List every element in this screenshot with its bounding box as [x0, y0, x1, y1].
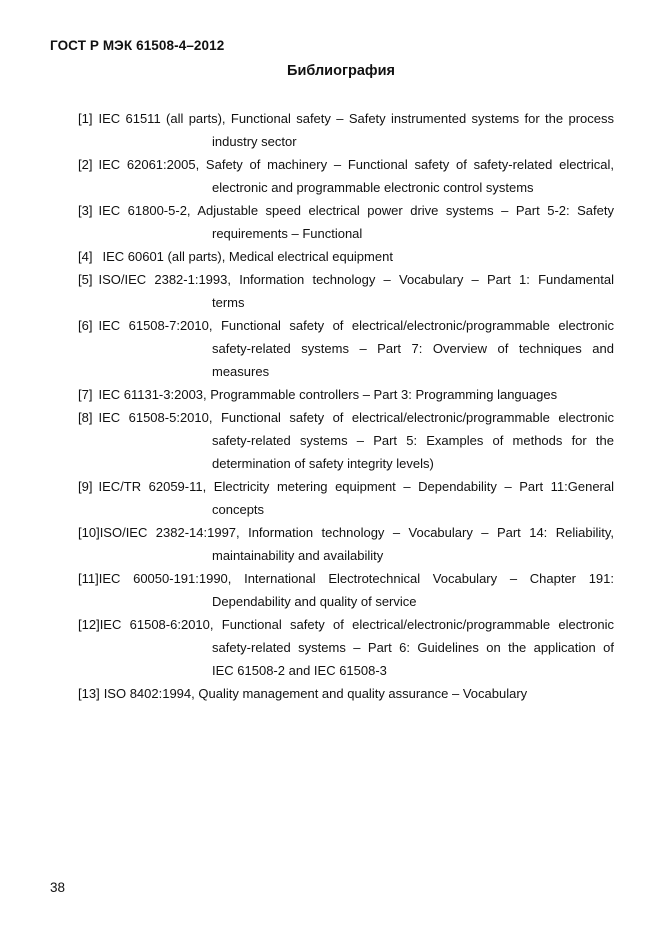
entry-continuation: safety-related systems – Part 7: Overview of techniques and — [212, 341, 614, 356]
entry-text: IEC 60050-191:1990, International Electrotechnical Vocabulary – Chapter 191: — [98, 571, 614, 586]
entry-text: IEC 61508-7:2010, Functional safety of electrical/electronic/programmable electronic — [98, 318, 614, 333]
entry-text: IEC 61800-5-2, Adjustable speed electrical power drive systems – Part 5-2: Safety — [98, 203, 614, 218]
entry-number: [8] — [78, 410, 93, 425]
entry-continuation: requirements – Functional — [212, 226, 363, 241]
entry-continuation: determination of safety integrity levels) — [212, 456, 434, 471]
entry-text: ISO 8402:1994, Quality management and quality assurance – Vocabulary — [103, 686, 528, 701]
entry-text: IEC 61511 (all parts), Functional safety – Safety instrumented systems for the process — [98, 111, 614, 126]
bibliography-entry-5 — [78, 268, 614, 314]
entry-continuation: safety-related systems – Part 6: Guidelines on the application of — [212, 640, 614, 655]
entry-text: IEC 62061:2005, Safety of machinery – Functional safety of safety-related electrical, — [98, 157, 614, 172]
bibliography-entry-13 — [78, 682, 614, 705]
bibliography-entry-9 — [78, 475, 614, 521]
entry-text: IEC 61508-5:2010, Functional safety of electrical/electronic/programmable electronic — [98, 410, 614, 425]
entry-continuation: electronic and programmable electronic control systems — [212, 180, 534, 195]
entry-continuation: maintainability and availability — [212, 548, 384, 563]
bibliography-entry-1 — [78, 107, 614, 153]
entry-continuation: safety-related systems – Part 5: Examples of methods for the — [212, 433, 614, 448]
bibliography-entry-2 — [78, 153, 614, 199]
bibliography-entry-8 — [78, 406, 614, 475]
entry-number: [7] — [78, 387, 93, 402]
entry-text: IEC 61508-6:2010, Functional safety of electrical/electronic/programmable electronic — [99, 617, 614, 632]
bibliography-entry-3 — [78, 199, 614, 245]
bibliography-entry-6 — [78, 314, 614, 383]
page-title: Библиография — [287, 63, 395, 79]
bibliography-entry-7 — [78, 383, 614, 406]
bibliography-entry-11 — [78, 567, 614, 613]
entry-continuation: terms — [212, 295, 245, 310]
entry-continuation: measures — [212, 364, 270, 379]
entry-number: [9] — [78, 479, 93, 494]
entry-number: [3] — [78, 203, 93, 218]
entry-text: IEC/TR 62059-11, Electricity metering equipment – Dependability – Part 11:General — [98, 479, 614, 494]
bibliography-entry-4 — [78, 245, 614, 268]
entry-text: ISO/IEC 2382-1:1993, Information technology – Vocabulary – Part 1: Fundamental — [98, 272, 614, 287]
bibliography-entry-12 — [78, 613, 614, 682]
entry-number: [6] — [78, 318, 93, 333]
bibliography-entry-10 — [78, 521, 614, 567]
entry-number: [10] — [78, 525, 100, 540]
entry-number: [2] — [78, 157, 93, 172]
entry-continuation: IEC 61508-2 and IEC 61508-3 — [212, 663, 387, 678]
bibliography-list — [78, 107, 614, 705]
entry-continuation: concepts — [212, 502, 265, 517]
entry-number: [12] — [78, 617, 100, 632]
entry-text: IEC 60601 (all parts), Medical electrical equipment — [102, 249, 393, 264]
entry-number: [13] — [78, 686, 100, 701]
entry-number: [4] — [78, 249, 93, 264]
entry-number: [1] — [78, 111, 93, 126]
entry-number: [11] — [78, 571, 99, 586]
document-header: ГОСТ Р МЭК 61508-4–2012 — [50, 38, 225, 53]
entry-text: IEC 61131-3:2003, Programmable controllers – Part 3: Programming languages — [98, 387, 558, 402]
entry-text: ISO/IEC 2382-14:1997, Information technology – Vocabulary – Part 14: Reliability, — [99, 525, 614, 540]
entry-continuation: industry sector — [212, 134, 297, 149]
page-number: 38 — [50, 880, 66, 895]
entry-number: [5] — [78, 272, 93, 287]
entry-continuation: Dependability and quality of service — [212, 594, 417, 609]
